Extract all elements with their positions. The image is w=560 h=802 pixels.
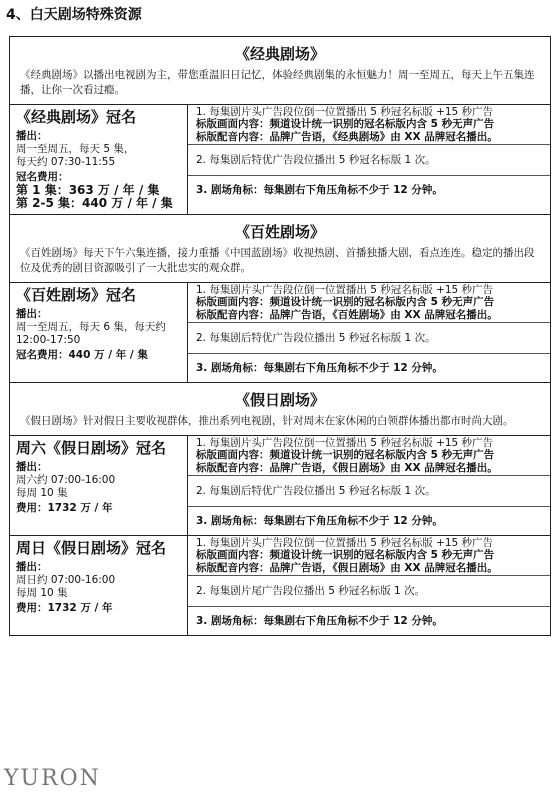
item-line: 标版配音内容：品牌广告语，《假日剧场》由 XX 品牌冠名播出。	[196, 561, 498, 574]
item-line: 3. 剧场角标：每集剧右下角压角标不少于 12 分钟。	[196, 514, 443, 527]
package-row	[10, 436, 550, 536]
air-label: 播出：	[16, 461, 48, 473]
package-info	[10, 436, 188, 535]
resource-table	[9, 36, 551, 636]
air-line: 周日约 07:00-16:00	[16, 574, 116, 586]
package-name: 《经典剧场》冠名	[16, 108, 137, 126]
item-line: 标版配音内容：品牌广告语，《百姓剧场》由 XX 品牌冠名播出。	[196, 308, 498, 321]
package-item	[188, 576, 550, 607]
item-line: 1. 每集剧片头广告段位倒一位置播出 5 秒冠名标版 +15 秒广告	[196, 283, 494, 296]
item-line: 3. 剧场角标：每集剧右下角压角标不少于 12 分钟。	[196, 614, 443, 627]
package-item	[188, 323, 550, 354]
package-item	[188, 283, 550, 323]
item-line: 标版画面内容：频道设计统一识别的冠名标版内含 5 秒无声广告	[196, 296, 495, 309]
fee-label: 冠名费用：	[16, 171, 69, 183]
item-line: 标版画面内容：频道设计统一识别的冠名标版内含 5 秒无声广告	[196, 449, 495, 462]
item-line: 2. 每集剧后特优广告段位播出 5 秒冠名标版 1 次。	[196, 484, 436, 497]
section-description: 《百姓剧场》每天下午六集连播，接力重播《中国蓝剧场》收视热剧、首播独播大剧，看点连连。稳定的播出段位及优秀的剧目资源吸引了一大批忠实的观众群。	[20, 247, 535, 274]
fee-label: 费用：1732 万 / 年	[16, 502, 113, 514]
air-line: 每天约 07:30-11:55	[16, 156, 116, 168]
package-item	[188, 354, 550, 382]
watermark: YURON	[4, 766, 101, 791]
item-line: 2. 每集剧后特优广告段位播出 5 秒冠名标版 1 次。	[196, 331, 436, 344]
package-items	[188, 283, 550, 382]
item-line: 标版配音内容：品牌广告语，《经典剧场》由 XX 品牌冠名播出。	[196, 130, 498, 143]
page-title: 4、白天剧场特殊资源	[6, 7, 142, 23]
package-items	[188, 105, 550, 214]
package-name: 周日《假日剧场》冠名	[16, 539, 167, 557]
package-row	[10, 105, 550, 215]
air-line: 12:00-17:50	[16, 334, 81, 346]
item-line: 标版画面内容：频道设计统一识别的冠名标版内含 5 秒无声广告	[196, 118, 495, 131]
section-description: 《假日剧场》针对假日主要收视群体，推出系列电视剧，针对周末在家休闲的白领群体播出都市时尚大剧。	[20, 415, 514, 427]
air-line: 周六约 07:00-16:00	[16, 474, 116, 486]
section-header	[10, 215, 550, 283]
section-header	[10, 383, 550, 436]
fee-line: 第 1 集：363 万 / 年 / 集	[16, 183, 160, 197]
air-label: 播出：	[16, 308, 48, 320]
package-items	[188, 436, 550, 535]
item-line: 标版画面内容：频道设计统一识别的冠名标版内含 5 秒无声广告	[196, 549, 495, 562]
item-line: 3. 剧场角标：每集剧右下角压角标不少于 12 分钟。	[196, 183, 443, 196]
item-line: 1. 每集剧片头广告段位倒一位置播出 5 秒冠名标版 +15 秒广告	[196, 105, 494, 118]
package-info	[10, 105, 188, 214]
package-item	[188, 476, 550, 507]
section-description: 《经典剧场》以播出电视剧为主，带您重温旧日记忆，体验经典剧集的永恒魅力！周一至周五，每天上午五集连播，让你一次看过瘾。	[20, 69, 535, 96]
package-item	[188, 507, 550, 535]
item-line: 3. 剧场角标：每集剧右下角压角标不少于 12 分钟。	[196, 361, 443, 374]
package-item	[188, 536, 550, 576]
air-line: 每周 10 集	[16, 487, 68, 499]
section-title: 《百姓剧场》	[234, 223, 325, 241]
air-line: 每周 10 集	[16, 587, 68, 599]
section-header	[10, 37, 550, 105]
fee-label: 费用：1732 万 / 年	[16, 602, 113, 614]
package-item	[188, 607, 550, 635]
air-line: 周一至周五，每天 5 集，	[16, 143, 135, 155]
package-items	[188, 536, 550, 635]
item-line: 2. 每集剧片尾广告段位播出 5 秒冠名标版 1 次。	[196, 584, 426, 597]
air-label: 播出：	[16, 561, 48, 573]
package-name: 《百姓剧场》冠名	[16, 286, 137, 304]
item-line: 1. 每集剧片头广告段位倒一位置播出 5 秒冠名标版 +15 秒广告	[196, 436, 494, 449]
package-row	[10, 536, 550, 635]
package-info	[10, 283, 188, 382]
package-item	[188, 105, 550, 145]
package-info	[10, 536, 188, 635]
item-line: 1. 每集剧片头广告段位倒一位置播出 5 秒冠名标版 +15 秒广告	[196, 536, 494, 549]
package-item	[188, 176, 550, 204]
item-line: 标版配音内容：品牌广告语，《假日剧场》由 XX 品牌冠名播出。	[196, 461, 498, 474]
item-line: 2. 每集剧后特优广告段位播出 5 秒冠名标版 1 次。	[196, 153, 436, 166]
package-row	[10, 283, 550, 383]
fee-label: 冠名费用：440 万 / 年 / 集	[16, 349, 148, 361]
section-title: 《假日剧场》	[234, 391, 325, 409]
package-item	[188, 436, 550, 476]
package-item	[188, 145, 550, 176]
air-line: 周一至周五，每天 6 集，每天约	[16, 321, 166, 333]
section-title: 《经典剧场》	[234, 45, 325, 63]
package-name: 周六《假日剧场》冠名	[16, 439, 167, 457]
air-label: 播出：	[16, 130, 48, 142]
fee-line: 第 2-5 集：440 万 / 年 / 集	[16, 196, 173, 210]
